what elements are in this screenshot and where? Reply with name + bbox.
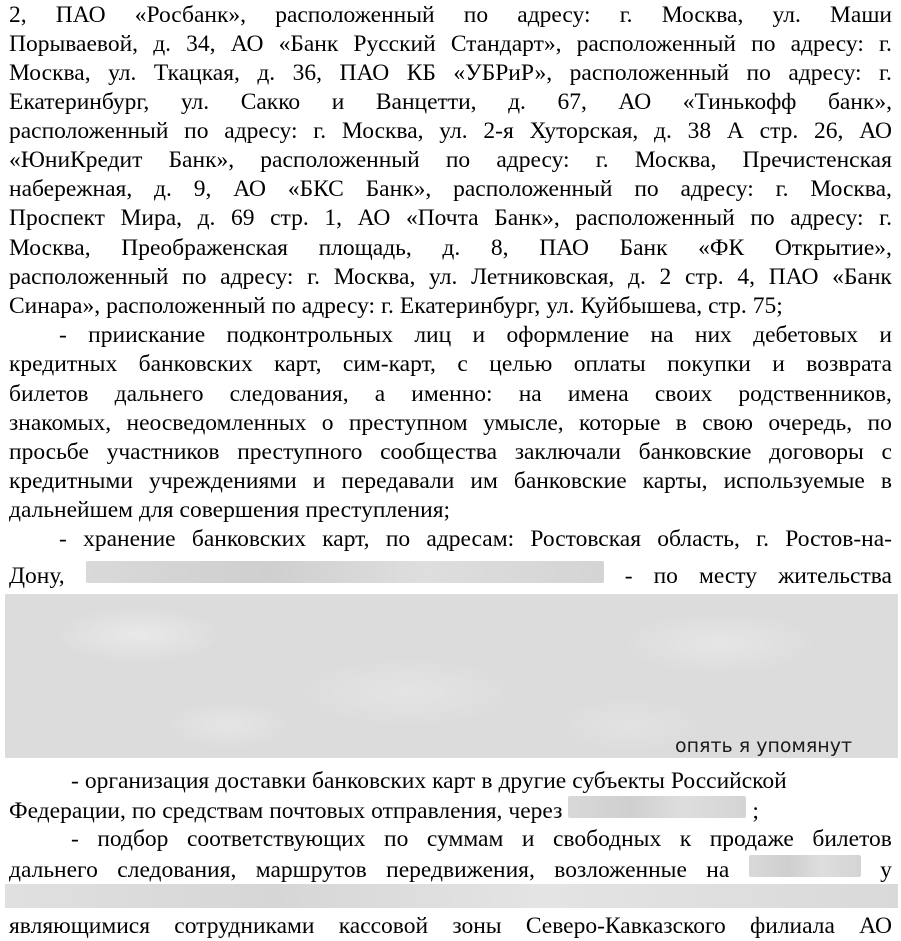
word: сообщества [380, 439, 497, 465]
word: по [751, 31, 776, 57]
word: стр. [270, 205, 309, 231]
word: г. [879, 60, 892, 86]
word: площадь, [318, 235, 412, 261]
word: АО [859, 913, 892, 939]
text-line-2 [9, 30, 892, 59]
word: приискание [88, 322, 206, 348]
word: ; [752, 798, 759, 824]
word: Банк», [494, 205, 560, 231]
word: «Банк [278, 31, 339, 57]
word: них [694, 322, 732, 348]
word: по [634, 176, 659, 202]
word: кредитными [9, 468, 133, 494]
word: Федерации, [9, 798, 126, 824]
word: в [675, 410, 687, 436]
word: по [653, 563, 678, 589]
word: ПАО [55, 2, 106, 28]
word: знакомых, [9, 410, 112, 436]
word: г. [313, 118, 327, 144]
word: сотрудниками [174, 913, 315, 939]
text-line-18 [9, 496, 892, 525]
word: ул. [429, 264, 458, 290]
word: 67, [557, 89, 587, 115]
word: Банк [619, 235, 668, 261]
word: карты, [642, 468, 708, 494]
word: ул. [180, 89, 210, 115]
word: Ростовская [530, 526, 642, 552]
word: расположенный [453, 176, 613, 202]
word: покупки [667, 351, 751, 377]
word: для [139, 497, 174, 523]
word: Москва, [810, 176, 892, 202]
word: которые [579, 410, 661, 436]
word: по [271, 293, 296, 319]
word: расположенный [569, 60, 730, 86]
text-line-21 [71, 767, 892, 796]
text-line-8 [9, 204, 892, 233]
word: стр. [759, 118, 799, 144]
word: Москва, [9, 235, 91, 261]
word: адресу: [790, 31, 864, 57]
text-line-12 [59, 321, 892, 350]
word: д. [654, 118, 672, 144]
word: к [679, 826, 692, 852]
word: передвижения, [386, 857, 535, 883]
text-line-5 [9, 117, 892, 146]
word: и [312, 468, 326, 494]
word: карт, [322, 526, 370, 552]
word: умысле, [483, 410, 564, 436]
word: ул. [772, 2, 801, 28]
word: по [746, 60, 771, 86]
word: адресу: [790, 205, 864, 231]
word: у [880, 857, 892, 883]
word: банковские [513, 468, 627, 494]
word: Ткацкая, [153, 60, 240, 86]
word: ул. [108, 60, 137, 86]
word: банковских [312, 768, 427, 794]
word: Екатеринбург, [9, 89, 150, 115]
overlay-caption: опять я упомянут [675, 735, 853, 757]
word: «БКС [287, 176, 344, 202]
text-line-10 [9, 263, 892, 292]
word: ул. [546, 293, 575, 319]
word: являющимися [9, 913, 151, 939]
word: Банк», [365, 176, 432, 202]
word: стр. [708, 293, 747, 319]
word: заключали [514, 439, 621, 465]
word: им [470, 468, 498, 494]
word: отправления, [371, 798, 503, 824]
word: д. [257, 60, 276, 86]
word: Летниковская, [471, 264, 615, 290]
word: «Росбанк», [134, 2, 247, 28]
word: Москва, [9, 60, 91, 86]
word: Банк», [168, 147, 235, 173]
text-line-17 [9, 467, 892, 496]
word: оформление [506, 322, 630, 348]
word: возложенные [554, 857, 687, 883]
word: Екатеринбург, [399, 293, 541, 319]
word: Ванцетти, [375, 89, 477, 115]
word: возврата [806, 351, 892, 377]
word: банковских [191, 526, 306, 552]
word: по [182, 264, 207, 290]
word: 36, [292, 60, 323, 86]
word: свободных [553, 826, 662, 852]
word: дальнего [114, 381, 204, 407]
word: Северо-Кавказского [525, 913, 726, 939]
text-line-16 [9, 438, 892, 467]
word: оплаты [573, 351, 646, 377]
word: и [879, 322, 892, 348]
word: почтовых [269, 798, 366, 824]
word: - [59, 526, 67, 552]
word: расположенный [260, 147, 420, 173]
word: 75; [752, 293, 783, 319]
text-line-9 [9, 234, 892, 263]
word: на [650, 322, 674, 348]
word: 34, [186, 31, 216, 57]
word: Преображенская [121, 235, 288, 261]
word: субъекты [572, 768, 665, 794]
word: «Банк [832, 264, 892, 290]
word: совершения [179, 497, 300, 523]
word: в [880, 468, 892, 494]
word: банковских [138, 351, 253, 377]
word: г. [879, 205, 892, 231]
word: - [624, 563, 633, 589]
word: билетов [812, 826, 892, 852]
word: и [521, 826, 535, 852]
word: договоры [769, 439, 864, 465]
word: «УБРиР», [453, 60, 553, 86]
word: и [772, 351, 785, 377]
word: через [508, 798, 563, 824]
word: Дону, [9, 563, 65, 589]
word: Хуторская, [529, 118, 639, 144]
word: по [463, 2, 489, 28]
word: д. [508, 89, 526, 115]
word: по [750, 205, 775, 231]
word: подбор [97, 826, 169, 852]
word: именно: [411, 381, 493, 407]
word: просьбе [9, 439, 89, 465]
word: дальнего [9, 857, 98, 883]
word: используемые [723, 468, 865, 494]
word: г. [307, 264, 321, 290]
word: 26, [814, 118, 844, 144]
word: доставки [215, 768, 307, 794]
word: карт, [274, 351, 322, 377]
word: «ЮниКредит [9, 147, 143, 173]
word: Проспект [9, 205, 105, 231]
word: жительства [778, 563, 892, 589]
word: набережная, [9, 176, 133, 202]
word: родственников, [738, 381, 892, 407]
redaction-bar [749, 855, 861, 877]
word: банк», [827, 89, 892, 115]
word: месту [698, 563, 758, 589]
word: на [706, 857, 730, 883]
text-line-4 [9, 88, 892, 117]
word: 8, [490, 235, 509, 261]
word: имена [567, 381, 629, 407]
word: кассовой [338, 913, 429, 939]
word: адресу: [517, 2, 591, 28]
text-line-1 [9, 1, 892, 30]
word: преступном [348, 410, 468, 436]
word: суммам [426, 826, 504, 852]
word: адресу: [788, 60, 862, 86]
word: а [374, 381, 386, 407]
word: - [59, 322, 67, 348]
word: и [331, 89, 345, 115]
text-line-13 [9, 350, 892, 379]
word: сим-карт, [342, 351, 436, 377]
word: на [518, 381, 542, 407]
word: д. [153, 31, 172, 57]
word: расположенный [576, 31, 737, 57]
word: по [445, 147, 471, 173]
word: г. [756, 526, 770, 552]
word: «ФК [698, 235, 745, 261]
word: ул. [439, 118, 468, 144]
word: по [184, 118, 209, 144]
word: другие [498, 768, 567, 794]
word: д. [627, 264, 646, 290]
word: д. [442, 235, 461, 261]
word: с [457, 351, 468, 377]
word: зоны [452, 913, 502, 939]
word: Порываевой, [9, 31, 139, 57]
text-line-23 [71, 825, 892, 854]
word: Российской [670, 768, 787, 794]
word: область, [657, 526, 740, 552]
word: расположенный [106, 293, 266, 319]
word: - [71, 768, 79, 794]
word: кредитных [9, 351, 118, 377]
word: «Тинькофф [682, 89, 797, 115]
word: Синара», [9, 293, 101, 319]
word: 4, [737, 264, 755, 290]
word: маршрутов [255, 857, 367, 883]
word: передавали [341, 468, 455, 494]
word: АО [233, 176, 266, 202]
text-line-20 [9, 561, 892, 590]
word: очередь, [768, 410, 853, 436]
word: КБ [406, 60, 436, 86]
text-line-11 [9, 292, 892, 321]
word: участников [106, 439, 220, 465]
word: АО [618, 89, 652, 115]
word: Куйбышева, [580, 293, 703, 319]
word: о [321, 410, 334, 436]
word: г. [775, 176, 789, 202]
word: АО [357, 205, 391, 231]
word: д. [154, 176, 172, 202]
word: в [481, 768, 493, 794]
word: преступного [237, 439, 363, 465]
word: следования, [229, 381, 349, 407]
word: Русский [353, 31, 436, 57]
word: банковские [638, 439, 752, 465]
word: Маши [830, 2, 892, 28]
text-line-24 [9, 855, 892, 884]
text-line-3 [9, 59, 892, 88]
word: расположенный [275, 2, 435, 28]
word: ПАО [339, 60, 390, 86]
word: 2, [9, 2, 27, 28]
redaction-bar [568, 796, 746, 818]
word: адресу: [220, 264, 294, 290]
word: стр. [685, 264, 724, 290]
word: адресам: [426, 526, 515, 552]
word: Москва, [661, 2, 744, 28]
text-line-14 [9, 380, 892, 409]
word: г. [595, 147, 609, 173]
text-line-19 [59, 525, 892, 554]
word: продаже [709, 826, 794, 852]
word: адресу: [680, 176, 754, 202]
word: по [131, 798, 157, 824]
blurred-redaction-line [5, 884, 898, 908]
word: организация [84, 768, 210, 794]
word: - [71, 826, 79, 852]
word: Москва, [333, 264, 416, 290]
word: целью [489, 351, 553, 377]
word: 69 [231, 205, 255, 231]
word: учреждениями [148, 468, 297, 494]
word: карт [432, 768, 476, 794]
word: соответствующих [186, 826, 366, 852]
word: хранение [83, 526, 176, 552]
word: Открытие», [774, 235, 892, 261]
word: г. [381, 293, 394, 319]
word: ПАО [539, 235, 589, 261]
word: АО [230, 31, 264, 57]
word: Мира, [120, 205, 182, 231]
text-line-6 [9, 146, 892, 175]
word: преступления; [305, 497, 451, 523]
word: 38 [687, 118, 712, 144]
word: АО [859, 118, 892, 144]
word: Москва, [634, 147, 717, 173]
word: неосведомленных [126, 410, 307, 436]
word: Москва, [341, 118, 424, 144]
word: Пречистенская [742, 147, 892, 173]
word: Сакко [240, 89, 301, 115]
word: филиала [750, 913, 835, 939]
word: по [384, 826, 409, 852]
word: Стандарт», [450, 31, 562, 57]
word: адресу: [301, 293, 376, 319]
word: билетов [9, 381, 89, 407]
word: д. [197, 205, 216, 231]
word: своих [654, 381, 713, 407]
word: средствам [162, 798, 264, 824]
word: «Почта [405, 205, 479, 231]
word: 9, [193, 176, 212, 202]
word: адресу: [496, 147, 570, 173]
word: ПАО [768, 264, 819, 290]
word: г. [619, 2, 633, 28]
text-line-7 [9, 175, 892, 204]
word: и [472, 322, 486, 348]
word: 1, [324, 205, 342, 231]
word: 2 [659, 264, 672, 290]
text-line-15 [9, 409, 892, 438]
word: следования, [117, 857, 237, 883]
word: Ростов-на- [785, 526, 892, 552]
word: с [881, 439, 892, 465]
word: г. [879, 31, 892, 57]
word: 2-я [483, 118, 514, 144]
word: расположенный [575, 205, 735, 231]
word: дебетовых [753, 322, 858, 348]
text-line-25 [9, 912, 892, 941]
redaction-bar [86, 561, 604, 583]
word: по [385, 526, 411, 552]
word: подконтрольных [226, 322, 393, 348]
word: свою [702, 410, 753, 436]
text-line-22 [9, 796, 892, 825]
word: расположенный [9, 264, 169, 290]
word: дальнейшем [9, 497, 134, 523]
word: лиц [414, 322, 452, 348]
word: по [867, 410, 892, 436]
word: расположенный [9, 118, 169, 144]
word: А [726, 118, 744, 144]
word: адресу: [224, 118, 298, 144]
